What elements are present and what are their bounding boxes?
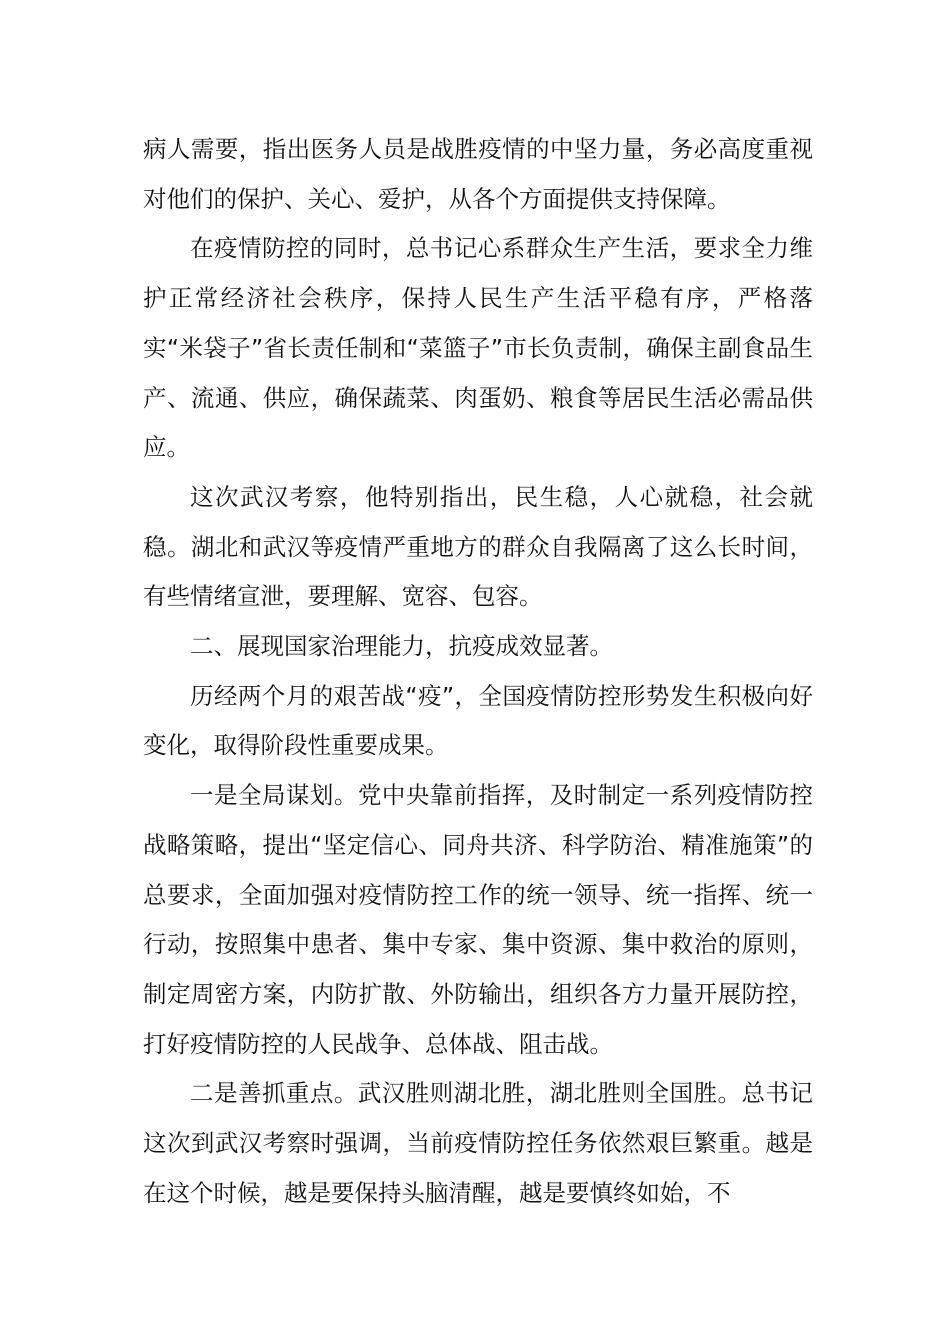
paragraph-1: 病人需要，指出医务人员是战胜疫情的中坚力量，务必高度重视对他们的保护、关心、爱护，从各个方面提供支持保障。 [143,135,813,213]
paragraph-3: 这次武汉考察，他特别指出，民生稳，人心就稳，社会就稳。湖北和武汉等疫情严重地方的群众自我隔离了这么长时间，有些情绪宣泄，要理解、宽容、包容。 [143,482,813,611]
paragraph-7: 二是善抓重点。武汉胜则湖北胜，湖北胜则全国胜。总书记这次到武汉考察时强调，当前疫情防控任务依然艰巨繁重。越是在这个时候，越是要保持头脑清醒，越是要慎终如始，不 [143,1079,813,1207]
document-body [143,125,813,1218]
paragraph-6: 一是全局谋划。党中央靠前指挥，及时制定一系列疫情防控战略策略，提出“坚定信心、同舟共济、科学防治、精准施策”的总要求，全面加强对疫情防控工作的统一领导、统一指挥、统一行动，按照集中患者、集中专家、集中资源、集中救治的原则，制定周密方案，内防扩散、外防输出，组织各方力量开展防控，打好疫情防控的人民战争、总体战、阻击战。 [143,781,813,1058]
section-heading: 二、展现国家治理能力，抗疫成效显著。 [190,632,613,661]
paragraph-2: 在疫情防控的同时，总书记心系群众生产生活，要求全力维护正常经济社会秩序，保持人民生产生活平稳有序，严格落实“米袋子”省长责任制和“菜篮子”市长负责制，确保主副食品生产、流通、供应，确保蔬菜、肉蛋奶、粮食等居民生活必需品供应。 [143,234,813,462]
paragraph-5: 历经两个月的艰苦战“疫”，全国疫情防控形势发生积极向好变化，取得阶段性重要成果。 [143,681,813,760]
